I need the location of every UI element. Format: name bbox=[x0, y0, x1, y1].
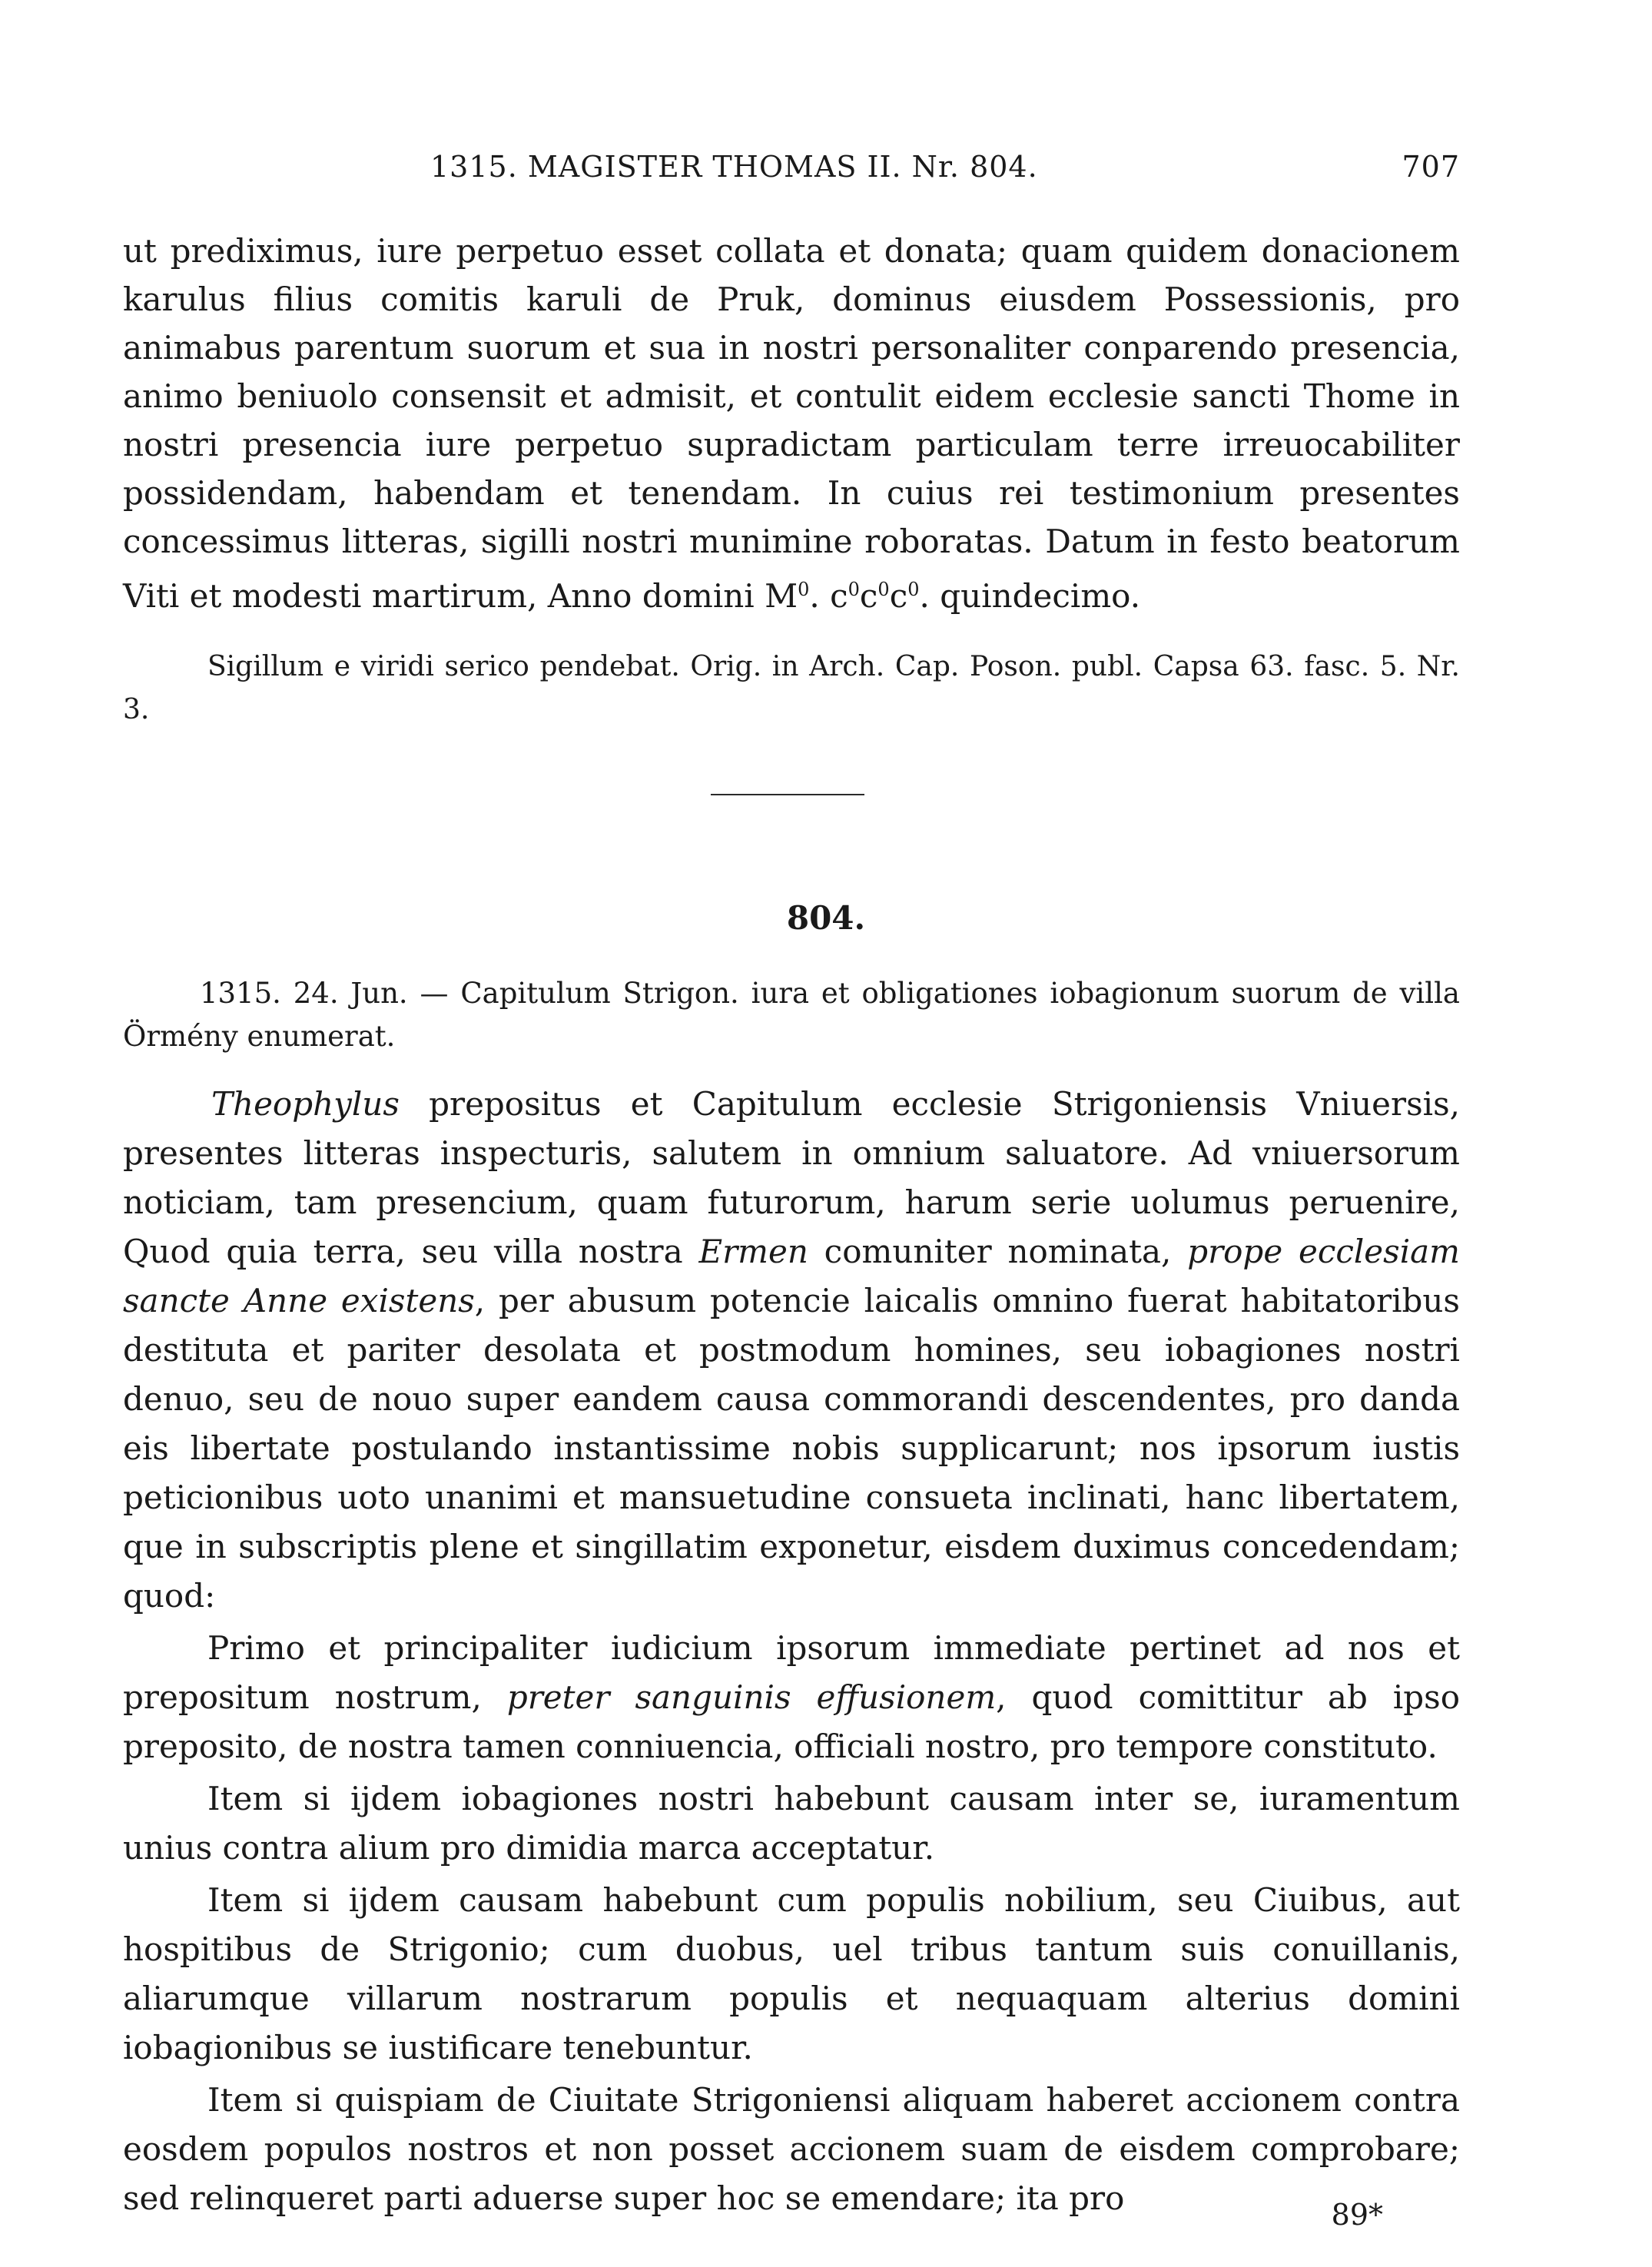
source-note: Sigillum e viridi serico pendebat. Orig. in Arch. Cap. Poson. publ. Capsa 63. fasc. 5. Nr. 3. bbox=[123, 651, 1460, 725]
charter-paragraph: Item si quispiam de Ciuitate Strigoniensi aliquam haberet accionem contra eosdem populos nostros et non posset accionem suam de eisdem comprobare; sed relinqueret parti aduerse super hoc se emendare; ita pro bbox=[123, 2081, 1460, 2217]
charter-paragraph: Item si ijdem iobagiones nostri habebunt causam inter se, iuramentum unius contra alium pro dimidia marca acceptatur. bbox=[123, 1780, 1460, 1867]
charter-paragraph: Item si ijdem causam habebunt cum populis nobilium, seu Ciuibus, aut hospitibus de Strigonio; cum duobus, uel tribus tantum suis conuillanis, aliarumque villarum nostrarum populis et nequaquam alterius domini iobagionibus se iustificare tenebuntur. bbox=[123, 1881, 1460, 2066]
place-name: Ermen bbox=[698, 1233, 808, 1270]
document-regest: 1315. 24. Jun. — Capitulum Strigon. iura et obligationes iobagionum suorum de villa Örmény enumerat. bbox=[123, 977, 1460, 1053]
document-number: 804. bbox=[786, 899, 866, 937]
section-divider bbox=[711, 794, 864, 795]
date-superscript: 0 bbox=[798, 579, 810, 600]
issuer-name: Theophylus bbox=[211, 1085, 400, 1123]
location-phrase: prope ecclesiam sancte Anne existens bbox=[123, 1233, 1460, 1319]
running-header bbox=[123, 150, 1460, 196]
date-fragment: c bbox=[889, 577, 908, 615]
signature-mark: 89* bbox=[1331, 2198, 1383, 2232]
date-superscript: 0 bbox=[907, 579, 920, 600]
text-run: prepositus et Capitulum ecclesie Strigoniensis Vniuersis, presentes litteras inspecturis, salutem in omnium saluatore. Ad vniuersorum noticiam, tam presencium, quam futurorum, harum serie uolumus peruenire, Quod quia terra, seu villa nostra bbox=[123, 1085, 1460, 1270]
text-run: Primo et principaliter iudicium ipsorum immediate pertinet ad nos et prepositum nostrum, bbox=[123, 1629, 1460, 1716]
page-number: 707 bbox=[1402, 150, 1460, 184]
continuation-paragraph bbox=[123, 227, 1460, 620]
text-run: , per abusum potencie laicalis omnino fuerat habitatoribus destituta et pariter desolata et postmodum homines, seu iobagiones nostri denuo, seu de nouo super eandem causa commorandi descendentes, pro danda eis libertate postulando instantissime nobis supplicarunt; nos ipsorum iustis peticionibus uoto unanimi et mansuetudine consueta inclinati, hanc libertatem, que in subscriptis plene et singillatim exponetur, eisdem duximus concedendam; quod: bbox=[123, 1282, 1460, 1615]
running-title: 1315. MAGISTER THOMAS II. Nr. 804. bbox=[430, 150, 1038, 184]
date-superscript: 0 bbox=[877, 579, 890, 600]
date-fragment: . c bbox=[809, 577, 848, 615]
charter-paragraph bbox=[123, 1624, 1460, 1771]
text-run: comuniter nominata, bbox=[808, 1233, 1188, 1270]
charter-text bbox=[123, 1080, 1460, 2223]
text-run: , quod comittitur ab ipso preposito, de nostra tamen conniuencia, officiali nostro, pro tempore constituto. bbox=[123, 1678, 1460, 1765]
date-fragment: c bbox=[859, 577, 878, 615]
continuation-text: ut prediximus, iure perpetuo esset collata et donata; quam quidem donacionem karulus filius comitis karuli de Pruk, dominus eiusdem Possessionis, pro animabus parentum suorum et sua in nostri personaliter conparendo presencia, animo beniuolo consensit et admisit, et contulit eidem ecclesie sancti Thome in nostri presencia iure perpetuo supradictam particulam terre irreuocabiliter possidendam, habendam et tenendam. In cuius rei testimonium presentes concessimus litteras, sigilli nostri munimine roboratas. Datum in festo beatorum Viti et modesti martirum, Anno domini M bbox=[123, 232, 1460, 615]
date-fragment: . quindecimo. bbox=[919, 577, 1141, 615]
date-superscript: 0 bbox=[848, 579, 860, 600]
italic-phrase: preter sanguinis effusionem bbox=[506, 1678, 997, 1716]
charter-paragraph bbox=[123, 1080, 1460, 1621]
